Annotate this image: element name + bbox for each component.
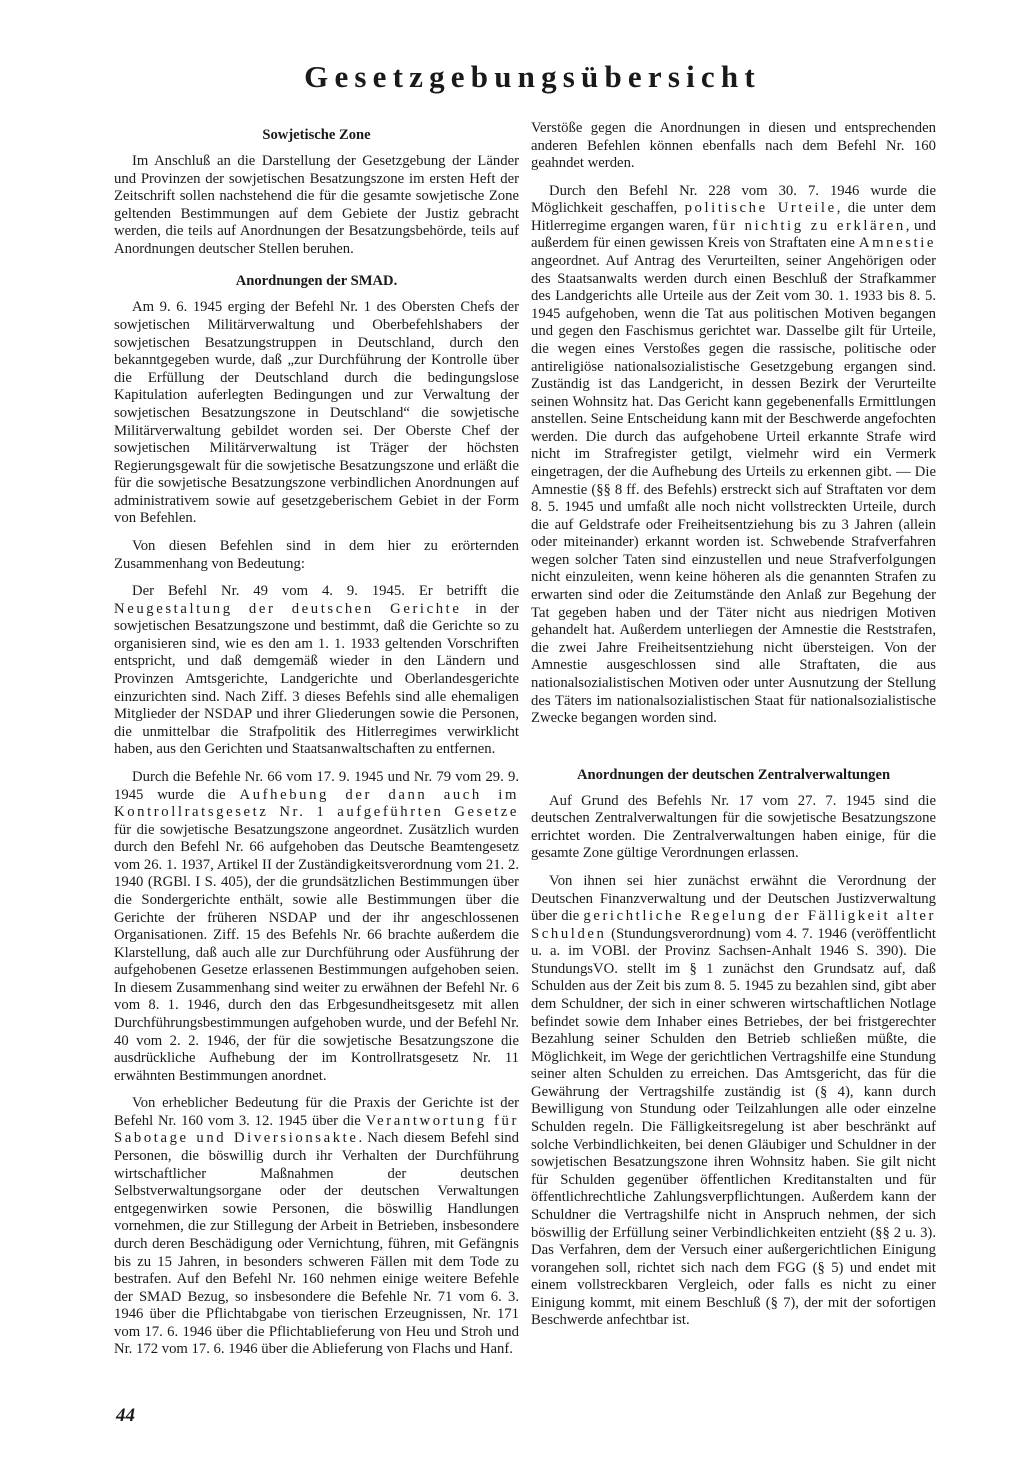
heading-anordnungen-smad: Anordnungen der SMAD. bbox=[235, 273, 398, 290]
right-column bbox=[531, 120, 936, 1430]
text-run: Von ihnen sei hier zunächst erwähnt die Verordnung der Deutschen Finanzverwaltung und der Deutschen Justizverwaltung über die bbox=[531, 872, 936, 925]
text-run: , die unter dem Hitlerregime ergangen waren, bbox=[531, 200, 936, 234]
paragraph-befehl-228 bbox=[531, 183, 936, 728]
page-title: Gesetzgebungsübersicht bbox=[304, 59, 761, 94]
text-run: . Nach diesem Befehl sind Personen, die böswillig durch ihr Verhalten der Durchführung wirtschaftlicher Maßnahmen der deutschen Selbstverwaltungsorgane oder der deutschen Verwaltungen entgegenwirken sowie Personen, die böswillig Handlungen vornehmen, die zur Stillegung der Arbeit in Betrieben, insbesondere durch deren Beschädigung oder Vernichtung, führen, mit Gefängnis bis zu 15 Jahren, in besonders schweren Fällen mit dem Tode zu bestrafen. Auf den Befehl Nr. 160 nehmen einige weitere Befehle der SMAD Bezug, so insbesondere die Befehle Nr. 71 vom 6. 3. 1946 über die Pflichtabgabe von tierischen Erzeugnissen, Nr. 171 vom 17. 6. 1946 über die Pflichtablieferung von Heu und Stroh und Nr. 172 vom 17. 6. 1946 über die Ablieferung von Flachs und Hanf. bbox=[114, 1130, 519, 1358]
text-run: , und außerdem für einen gewissen Kreis von Straftaten eine bbox=[531, 217, 936, 252]
spaced-emphasis: Amnestie bbox=[858, 235, 936, 252]
spaced-emphasis: Verantwortung für Sabotage und Diversionsakte bbox=[114, 1112, 519, 1147]
paragraph-intro: Im Anschluß an die Darstellung der Gesetzgebung der Länder und Provinzen der sowjetischen Besatzungszone im ersten Heft der Zeitschrift sollen nachstehend die für die gesamte sowjetische Zone geltenden Bestimmungen auf dem Gebiete der Justiz gebracht werden, die teils auf Anordnungen der Besatzungsbehörde, teils auf Anordnungen deutscher Stellen beruhen. bbox=[114, 153, 519, 257]
text-run: Von erheblicher Bedeutung für die Praxis der Gerichte ist der Befehl Nr. 160 vom 3. 12. 1945 über die bbox=[114, 1095, 519, 1129]
spaced-emphasis: für nichtig zu erklären bbox=[712, 217, 906, 234]
text-run: für die sowjetische Besatzungszone angeordnet. Zusätzlich wurden durch den Befehl Nr. 66 aufgehoben das Deutsche Beamtengesetz vom 26. 1. 1937, Artikel II der Zuständigkeitsverordnung vom 21. 2. 1940 (RGBl. I S. 405), der die grundsätzlichen Bestimmungen über die Sondergerichte enthält, sowie alle Bestimmungen über die Gerichte der früheren NSDAP und der ihr angeschlossenen Organisationen. Ziff. 15 des Befehls Nr. 66 brachte außerdem die Klarstellung, daß auch alle zur Durchführung oder Ausführung der aufgehobenen Gesetze erlassenen Bestimmungen aufgehoben seien. In diesem Zusammenhang sind weiter zu erwähnen der Befehl Nr. 6 vom 8. 1. 1946, durch den das Erbgesundheitsgesetz mit allen Durchführungsbestimmungen aufgehoben wurde, und der Befehl Nr. 40 vom 2. 2. 1946, der für die sowjetische Besatzungszone die ausdrückliche Aufhebung der im Kontrollratsgesetz Nr. 11 erwähnten Bestimmungen anordnet. bbox=[114, 821, 519, 1084]
text-run: (Stundungsverordnung) vom 4. 7. 1946 (veröffentlicht u. a. im VOBl. der Provinz Sachsen-Anhalt 1946 S. 390). Die StundungsVO. stellt im § 1 zunächst den Grundsatz auf, daß Schulden aus der Zeit bis zum 8. 5. 1945 zu bezahlen sind, gibt aber dem Schuldner, der sich in einer schweren wirtschaftlichen Notlage befindet sowie dem Inhaber eines Betriebes, der bei fristgerechter Bezahlung seiner Schulden den Betrieb schließen müßte, die Möglichkeit, im Wege der gerichtlichen Vertragshilfe eine Stundung seiner alten Schulden zu erreichen. Das Amtsgericht, das für die Gewährung der Vertragshilfe zuständig ist (§ 4), kann durch Bewilligung von Stundung oder Teilzahlungen alle oder einzelne Schulden regeln. Die Fälligkeitsregelung ist aber beschränkt auf solche Verbindlichkeiten, bei denen Gläubiger und Schuldner in der sowjetischen Besatzungszone ihren Wohnsitz haben. Sie gilt nicht für Schulden gegenüber öffentlichen Kreditanstalten und für öffentlichrechtliche Zahlungsverpflichtungen. Außerdem kann der Schuldner die Vertragshilfe nicht in Anspruch nehmen, der sich böswillig der Erfüllung seiner Verbindlichkeiten entzieht (§§ 2 u. 3). Das Verfahren, dem der Versuch einer außergerichtlichen Einigung vorangehen soll, richtet sich nach dem FGG (§ 5) und endet mit einem vollstreckbaren Vergleich, oder falls es nicht zu einer Einigung kommt, mit einem Beschluß (§ 7), der mit der sofortigen Beschwerde anfechtbar ist. bbox=[531, 925, 936, 1329]
text-run: Durch den Befehl Nr. 228 vom 30. 7. 1946 wurde die Möglichkeit geschaffen, bbox=[531, 182, 936, 217]
paragraph-stundungsverordnung bbox=[531, 873, 936, 1330]
text-run: angeordnet. Auf Antrag des Verurteilten, seiner Angehörigen oder des Staatsanwalts werden durch einen Beschluß der Strafkammer des Landgerichts alle Urteile aus der Zeit vom 30. 1. 1933 bis 8. 5. 1945 aufgehoben, wenn die Tat aus politischen Motiven begangen und gegen den Faschismus gerichtet war. Dasselbe gilt für Urteile, die wegen eines Verstoßes gegen die rassische, politische oder antireligiöse nationalsozialistische Gesetzgebung ergangen sind. Zuständig ist das Landgericht, in dessen Bezirk der Verurteilte seinen Wohnsitz hat. Das Gericht kann gegebenenfalls Ermittlungen anstellen. Seine Entscheidung kann mit der Beschwerde angefochten werden. Die durch das aufgehobene Urteil erkannte Strafe wird nicht im Strafregister getilgt, vielmehr wird ein Vermerk eingetragen, der die Aufhebung des Urteils zu erkennen gibt. — Die Amnestie (§§ 8 ff. des Befehls) erstreckt sich auf Straftaten vor dem 8. 5. 1945 und umfaßt alle noch nicht vollstreckten Urteile, durch die auf Geldstrafe oder Freiheitsentziehung bis zu 3 Jahren (allein oder miteinander) erkannt worden ist. Schwebende Strafverfahren wegen solcher Taten sind einzustellen und neue Strafverfolgungen nicht einzuleiten, wenn keine höheren als die genannten Strafen zu erwarten sind oder die Zeitumstände den Anlaß zur Begehung der Tat gegeben haben und der Täter nicht aus niedrigen Motiven gehandelt hat. Außerdem unterliegen der Amnestie die Reststrafen, die zwei Jahre Freiheitsentziehung nicht übersteigen. Von der Amnestie ausgeschlossen sind alle Straftaten, die aus nationalsozialistischen Motiven oder unter Ausnutzung der Stellung des Täters im nationalsozialistischen Staat für nationalsozialistische Zwecke begangen worden sind. bbox=[531, 253, 936, 727]
text-run: Durch die Befehle Nr. 66 vom 17. 9. 1945 und Nr. 79 vom 29. 9. 1945 wurde die bbox=[114, 768, 519, 803]
paragraph-befehl-160 bbox=[114, 1095, 519, 1359]
paragraph-befehl-1: Am 9. 6. 1945 erging der Befehl Nr. 1 des Obersten Chefs der sowjetischen Militärverwaltung und Oberbefehlshabers der sowjetischen Besatzungstruppen in Deutschland, durch den bekanntgegeben wurde, daß „zur Durchführung der Kontrolle über die Erfüllung der Deutschland durch die bedingungslose Kapitulation auferlegten Bedingungen und zur Verwaltung der sowjetischen Besatzungszone in Deutschland“ die sowjetische Militärverwaltung gebildet worden sei. Der Oberste Chef der sowjetischen Militärverwaltung ist Träger der höchsten Regierungsgewalt für die sowjetische Besatzungszone und erläßt die für die sowjetische Besatzungszone verbindlichen Anordnungen auf administrativem sowie auf gesetzgeberischem Gebiet in der Form von Befehlen. bbox=[114, 299, 519, 527]
paragraph-befehl-49 bbox=[114, 583, 519, 759]
heading-zentralverwaltungen: Anordnungen der deutschen Zentralverwaltungen bbox=[576, 766, 891, 783]
paragraph-befehle-bedeutung: Von diesen Befehlen sind in dem hier zu erörternden Zusammenhang von Bedeutung: bbox=[114, 537, 519, 572]
left-column bbox=[114, 120, 519, 1430]
text-run: Der Befehl Nr. 49 vom 4. 9. 1945. Er betrifft die bbox=[132, 583, 519, 600]
spaced-emphasis: politische Urteile bbox=[684, 200, 837, 217]
spaced-emphasis: gerichtliche Regelung der Fälligkeit alter Schulden bbox=[531, 908, 936, 942]
paragraph-verstoesse: Verstöße gegen die Anordnungen in diesen und entsprechenden anderen Befehlen können ebenfalls nach dem Befehl Nr. 160 geahndet werden. bbox=[531, 120, 936, 172]
heading-sowjetische-zone: Sowjetische Zone bbox=[262, 127, 371, 143]
spaced-emphasis: Neugestaltung der deutschen Gerichte bbox=[114, 600, 462, 617]
page-number: 44 bbox=[116, 1405, 135, 1426]
paragraph-befehl-17: Auf Grund des Befehls Nr. 17 vom 27. 7. 1945 sind die deutschen Zentralverwaltungen für die sowjetische Besatzungszone errichtet worden. Die Zentralverwaltungen haben einige, für die gesamte Zone gültige Verordnungen erlassen. bbox=[531, 792, 936, 862]
spaced-emphasis: Aufhebung der dann auch im Kontrollratsgesetz Nr. 1 aufgeführten Gesetze bbox=[114, 786, 519, 821]
paragraph-befehl-66 bbox=[114, 769, 519, 1085]
text-run: in der sowjetischen Besatzungszone und bestimmt, daß die Gerichte so zu organisieren sind, wie es den am 1. 1. 1933 geltenden Vorschriften entspricht, und daß demgemäß wieder in den Ländern und Provinzen Amtsgerichte, Landgerichte und Oberlandesgerichte einzurichten sind. Nach Ziff. 3 dieses Befehls sind alle ehemaligen Mitglieder der NSDAP und ihrer Gliederungen sowie die Personen, die unmittelbar die Strafpolitik des Hitlerregimes verwirklicht haben, aus den Gerichten und Staatsanwaltschaften zu entfernen. bbox=[114, 600, 519, 758]
